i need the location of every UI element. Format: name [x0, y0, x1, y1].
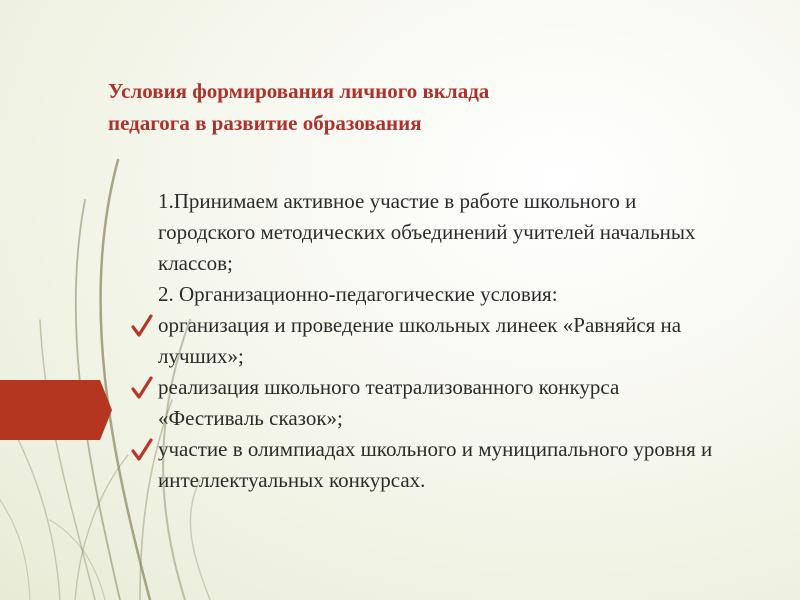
paragraph-1: 1.Принимаем активное участие в работе школьного и городского методических объединений учителей начальных классов;: [158, 189, 696, 275]
bullet-text: реализация школьного театрализованного конкурса «Фестиваль сказок»;: [158, 375, 620, 430]
check-icon: [131, 434, 153, 465]
accent-tab: [0, 380, 112, 440]
slide-title: [108, 75, 708, 139]
list-item: [158, 434, 718, 496]
slide-body: [158, 186, 718, 496]
list-item: [158, 310, 718, 372]
check-icon: [131, 310, 153, 341]
paragraph-2: 2. Организационно-педагогические условия:: [158, 282, 558, 306]
bullet-text: организация и проведение школьных линеек «Равняйся на лучших»;: [158, 313, 682, 368]
list-item: [158, 372, 718, 434]
title-line-1: Условия формирования личного вклада: [108, 79, 490, 103]
check-icon: [131, 372, 153, 403]
bullet-text: участие в олимпиадах школьного и муниципального уровня и интеллектуальных конкурсах.: [158, 437, 713, 492]
title-line-2: педагога в развитие образования: [108, 111, 422, 135]
